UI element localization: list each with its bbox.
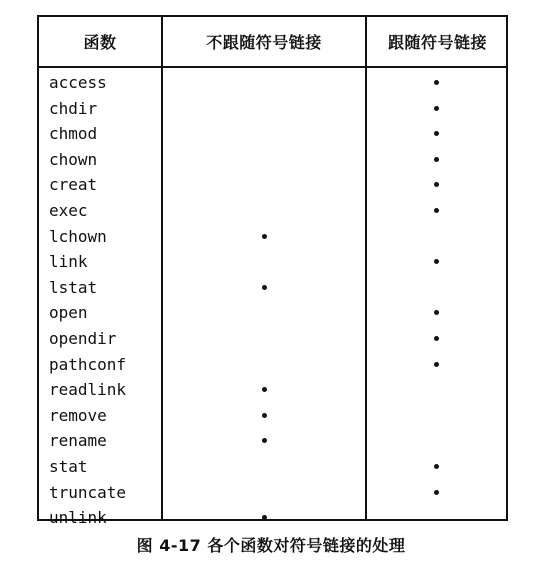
table-row [39,172,506,198]
function-name: unlink [49,508,107,528]
function-name: readlink [49,380,127,400]
table-row [39,454,506,480]
table-body [39,70,506,531]
symlink-table [37,15,508,528]
table-row [39,275,506,301]
no-follow-mark [262,234,267,239]
function-name: opendir [49,328,117,348]
table-row [39,70,506,96]
follow-mark [434,208,439,213]
header-no-follow: 不跟随符号链接 [206,33,322,52]
function-name: truncate [49,482,127,502]
follow-mark [434,336,439,341]
table-row [39,403,506,429]
follow-mark [434,106,439,111]
table-row [39,505,506,531]
function-name: stat [49,456,88,476]
table-row [39,326,506,352]
table-row [39,480,506,506]
header-follow: 跟随符号链接 [387,33,487,52]
follow-mark [434,157,439,162]
table-row [39,224,506,250]
table-row [39,428,506,454]
function-name: chown [49,149,98,169]
follow-mark [434,259,439,264]
header-function: 函数 [83,33,117,52]
table-row [39,377,506,403]
no-follow-mark [262,438,267,443]
function-name: pathconf [49,354,127,374]
follow-mark [434,310,439,315]
no-follow-mark [262,515,267,520]
no-follow-mark [262,285,267,290]
header-divider [39,66,506,68]
function-name: chdir [49,98,98,118]
function-name: link [49,252,88,272]
function-name: rename [49,431,107,451]
table-row [39,300,506,326]
no-follow-mark [262,387,267,392]
follow-mark [434,80,439,85]
table-row [39,249,506,275]
table-row [39,147,506,173]
follow-mark [434,182,439,187]
function-name: open [49,303,88,323]
follow-mark [434,490,439,495]
figure-caption: 图 4-17 各个函数对符号链接的处理 [136,536,406,555]
table-row [39,96,506,122]
table-row [39,198,506,224]
function-name: lstat [49,277,98,297]
function-name: access [49,73,107,92]
no-follow-mark [262,413,267,418]
follow-mark [434,464,439,469]
function-name: remove [49,405,107,425]
function-name: chmod [49,124,98,144]
follow-mark [434,362,439,367]
table-row [39,352,506,378]
function-name: lchown [49,226,107,246]
follow-mark [434,131,439,136]
function-name: creat [49,175,98,195]
table-row [39,121,506,147]
function-name: exec [49,200,88,220]
